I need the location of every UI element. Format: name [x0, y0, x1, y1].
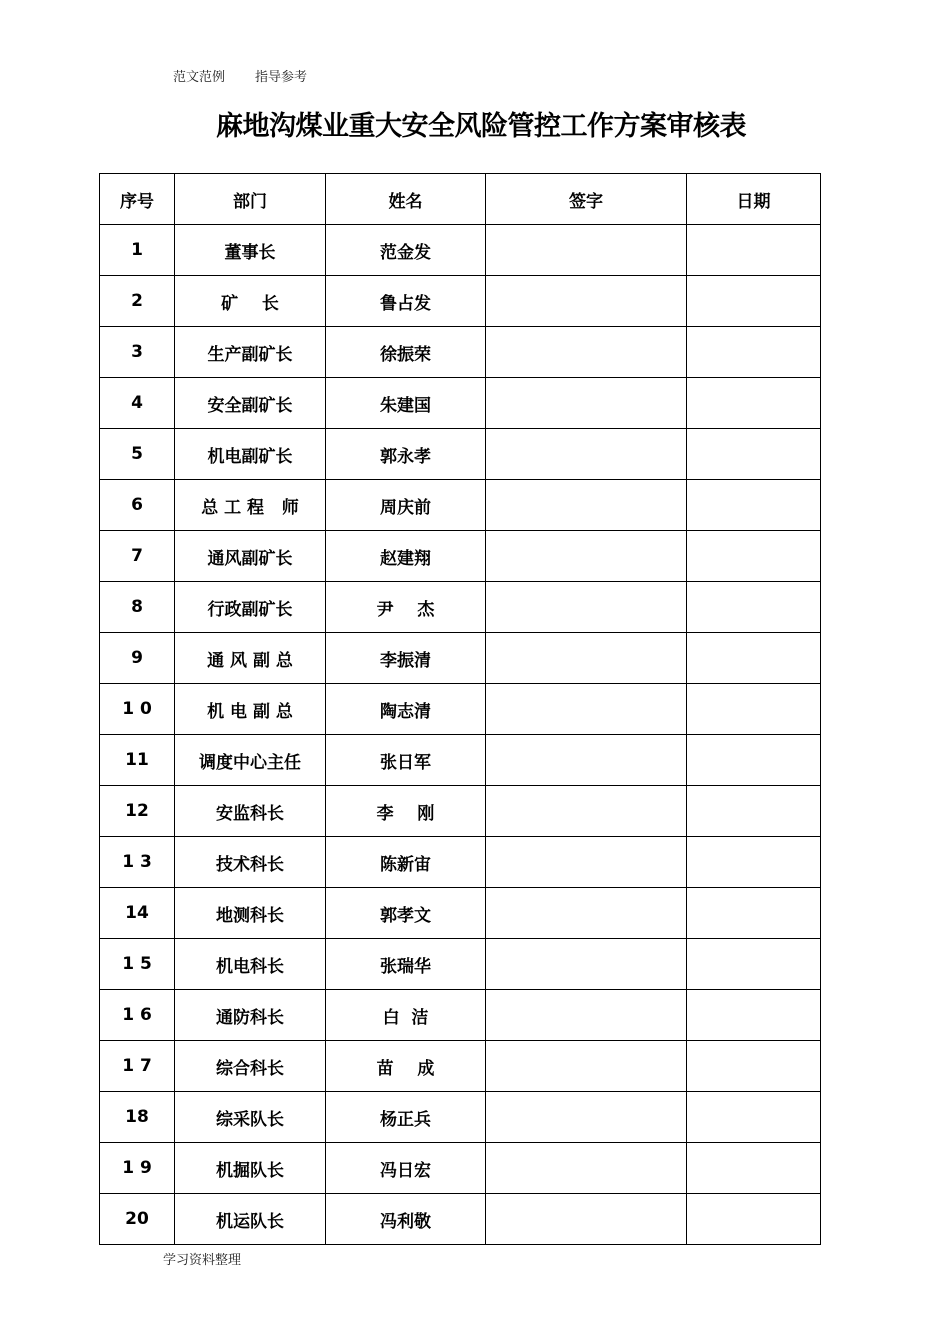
cell-name: 杨正兵 — [326, 1092, 486, 1143]
cell-date[interactable] — [687, 939, 821, 990]
cell-dept: 行政副矿长 — [175, 582, 326, 633]
cell-no: 1 9 — [100, 1143, 175, 1194]
cell-signature[interactable] — [486, 735, 687, 786]
cell-signature[interactable] — [486, 939, 687, 990]
cell-signature[interactable] — [486, 1143, 687, 1194]
cell-date[interactable] — [687, 429, 821, 480]
cell-dept: 机运队长 — [175, 1194, 326, 1245]
cell-dept: 综采队长 — [175, 1092, 326, 1143]
cell-signature[interactable] — [486, 633, 687, 684]
cell-date[interactable] — [687, 633, 821, 684]
cell-signature[interactable] — [486, 480, 687, 531]
table-row — [100, 582, 821, 633]
header-right-text: 指导参考 — [255, 70, 308, 85]
cell-no: 1 — [100, 225, 175, 276]
cell-no: 1 7 — [100, 1041, 175, 1092]
table-row — [100, 786, 821, 837]
cell-name: 陈新宙 — [326, 837, 486, 888]
cell-dept: 技术科长 — [175, 837, 326, 888]
table-row — [100, 276, 821, 327]
cell-signature[interactable] — [486, 531, 687, 582]
cell-no: 1 6 — [100, 990, 175, 1041]
cell-dept: 通 风 副 总 — [175, 633, 326, 684]
cell-no: 14 — [100, 888, 175, 939]
cell-date[interactable] — [687, 327, 821, 378]
cell-date[interactable] — [687, 684, 821, 735]
table-row — [100, 327, 821, 378]
cell-name: 赵建翔 — [326, 531, 486, 582]
cell-name: 徐振荣 — [326, 327, 486, 378]
cell-signature[interactable] — [486, 225, 687, 276]
cell-no: 12 — [100, 786, 175, 837]
table-row — [100, 990, 821, 1041]
cell-no: 1 0 — [100, 684, 175, 735]
cell-no: 4 — [100, 378, 175, 429]
cell-no: 9 — [100, 633, 175, 684]
review-table — [99, 173, 821, 1245]
cell-date[interactable] — [687, 1143, 821, 1194]
cell-date[interactable] — [687, 786, 821, 837]
table-row — [100, 735, 821, 786]
table-row — [100, 1143, 821, 1194]
cell-date[interactable] — [687, 990, 821, 1041]
cell-dept: 综合科长 — [175, 1041, 326, 1092]
cell-dept: 机电副矿长 — [175, 429, 326, 480]
cell-name: 尹 杰 — [326, 582, 486, 633]
cell-name: 朱建国 — [326, 378, 486, 429]
table-row — [100, 633, 821, 684]
table-row — [100, 480, 821, 531]
cell-no: 1 5 — [100, 939, 175, 990]
cell-no: 2 — [100, 276, 175, 327]
cell-signature[interactable] — [486, 786, 687, 837]
table-body — [100, 225, 821, 1245]
cell-date[interactable] — [687, 1041, 821, 1092]
cell-date[interactable] — [687, 225, 821, 276]
cell-no: 18 — [100, 1092, 175, 1143]
cell-signature[interactable] — [486, 888, 687, 939]
cell-dept: 调度中心主任 — [175, 735, 326, 786]
cell-name: 陶志清 — [326, 684, 486, 735]
cell-name: 鲁占发 — [326, 276, 486, 327]
cell-no: 11 — [100, 735, 175, 786]
cell-dept: 安全副矿长 — [175, 378, 326, 429]
cell-date[interactable] — [687, 888, 821, 939]
cell-signature[interactable] — [486, 684, 687, 735]
cell-dept: 安监科长 — [175, 786, 326, 837]
cell-dept: 机掘队长 — [175, 1143, 326, 1194]
table-row — [100, 225, 821, 276]
cell-date[interactable] — [687, 582, 821, 633]
cell-signature[interactable] — [486, 429, 687, 480]
table-row — [100, 429, 821, 480]
cell-no: 20 — [100, 1194, 175, 1245]
cell-date[interactable] — [687, 378, 821, 429]
cell-dept: 地测科长 — [175, 888, 326, 939]
header-left-text: 范文范例 — [173, 70, 226, 85]
cell-name: 张瑞华 — [326, 939, 486, 990]
cell-dept: 通防科长 — [175, 990, 326, 1041]
cell-name: 白 洁 — [326, 990, 486, 1041]
cell-name: 郭孝文 — [326, 888, 486, 939]
column-header-no: 序号 — [100, 174, 175, 225]
cell-no: 7 — [100, 531, 175, 582]
cell-dept: 通风副矿长 — [175, 531, 326, 582]
cell-signature[interactable] — [486, 1092, 687, 1143]
cell-signature[interactable] — [486, 1194, 687, 1245]
cell-name: 周庆前 — [326, 480, 486, 531]
cell-dept: 机 电 副 总 — [175, 684, 326, 735]
cell-dept: 机电科长 — [175, 939, 326, 990]
cell-no: 8 — [100, 582, 175, 633]
table-row — [100, 684, 821, 735]
table-row — [100, 888, 821, 939]
table-row — [100, 939, 821, 990]
cell-name: 冯利敬 — [326, 1194, 486, 1245]
page-footer: 学习资料整理 — [163, 1253, 242, 1268]
cell-date[interactable] — [687, 735, 821, 786]
cell-name: 范金发 — [326, 225, 486, 276]
table-row — [100, 378, 821, 429]
page-title: 麻地沟煤业重大安全风险管控工作方案审核表 — [216, 111, 746, 142]
cell-signature[interactable] — [486, 990, 687, 1041]
cell-date[interactable] — [687, 1194, 821, 1245]
cell-name: 苗 成 — [326, 1041, 486, 1092]
column-header-dept: 部门 — [175, 174, 326, 225]
cell-signature[interactable] — [486, 1041, 687, 1092]
cell-name: 李 刚 — [326, 786, 486, 837]
cell-dept: 总 工 程 师 — [175, 480, 326, 531]
cell-name: 郭永孝 — [326, 429, 486, 480]
column-header-name: 姓名 — [326, 174, 486, 225]
cell-dept: 生产副矿长 — [175, 327, 326, 378]
cell-dept: 董事长 — [175, 225, 326, 276]
cell-signature[interactable] — [486, 837, 687, 888]
cell-no: 5 — [100, 429, 175, 480]
column-header-date: 日期 — [687, 174, 821, 225]
table-row — [100, 1194, 821, 1245]
table-header-row — [100, 174, 821, 225]
cell-name: 张日军 — [326, 735, 486, 786]
cell-date[interactable] — [687, 1092, 821, 1143]
cell-name: 李振清 — [326, 633, 486, 684]
table-row — [100, 531, 821, 582]
cell-date[interactable] — [687, 531, 821, 582]
table-row — [100, 1092, 821, 1143]
page-header — [173, 66, 307, 85]
cell-no: 1 3 — [100, 837, 175, 888]
cell-date[interactable] — [687, 837, 821, 888]
column-header-sign: 签字 — [486, 174, 687, 225]
cell-signature[interactable] — [486, 378, 687, 429]
cell-date[interactable] — [687, 276, 821, 327]
table-row — [100, 837, 821, 888]
cell-signature[interactable] — [486, 582, 687, 633]
cell-name: 冯日宏 — [326, 1143, 486, 1194]
cell-signature[interactable] — [486, 327, 687, 378]
cell-dept: 矿 长 — [175, 276, 326, 327]
table-row — [100, 1041, 821, 1092]
cell-date[interactable] — [687, 480, 821, 531]
cell-no: 6 — [100, 480, 175, 531]
cell-signature[interactable] — [486, 276, 687, 327]
cell-no: 3 — [100, 327, 175, 378]
